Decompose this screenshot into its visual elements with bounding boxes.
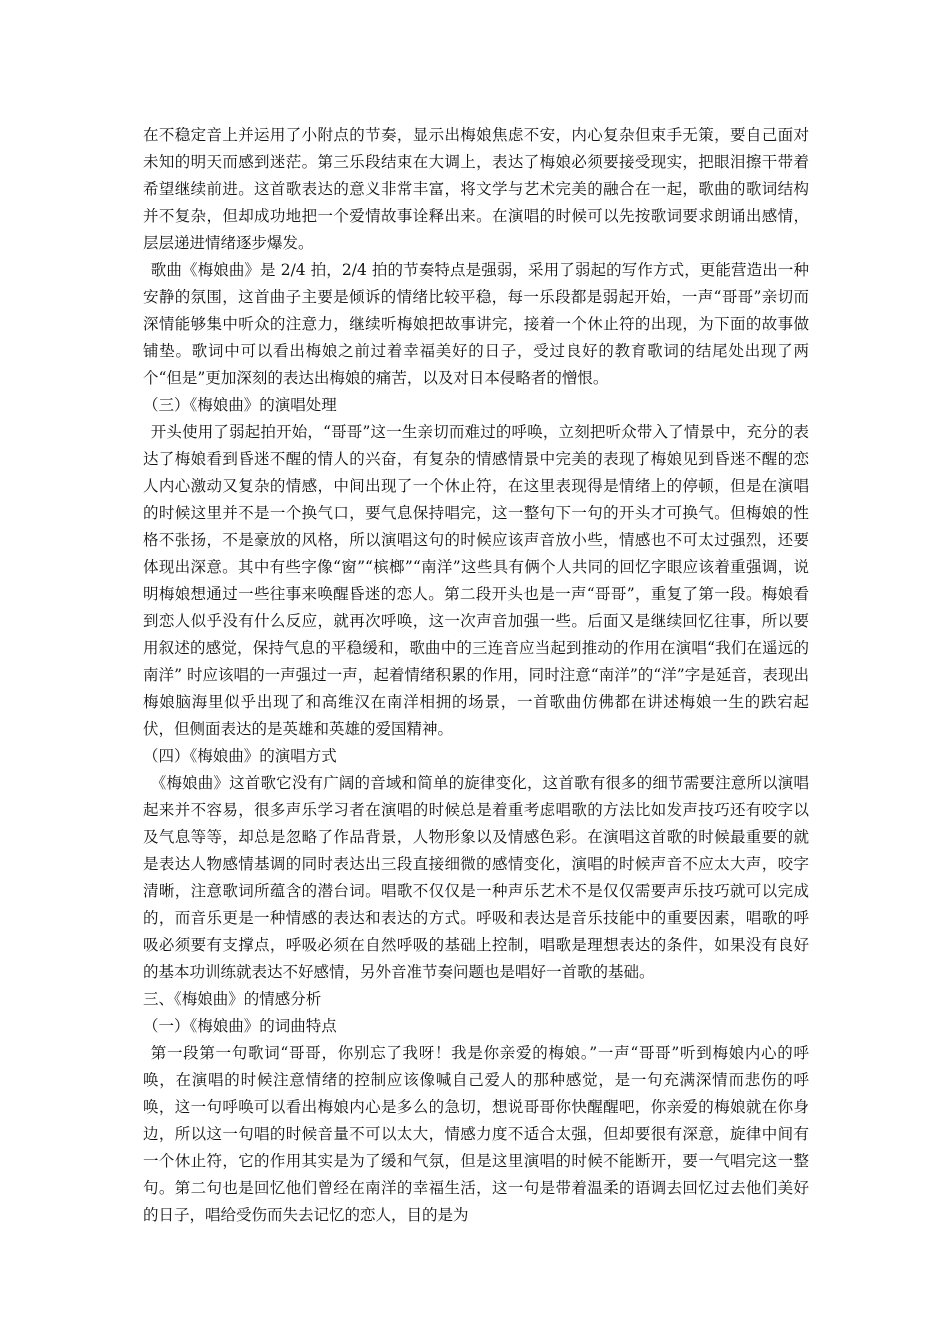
paragraph-5: 第一段第一句歌词“哥哥，你别忘了我呀！我是你亲爱的梅娘。”一声“哥哥”听到梅娘内心的呼唤，在演唱的时候注意情绪的控制应该像喊自己爱人的那种感觉，是一句充满深情而悲伤的呼唤，这一句呼唤可以看出梅娘内心是多么的急切，想说哥哥你快醒醒吧，你亲爱的梅娘就在你身边，所以这一句唱的时候音量不可以太大，情感力度不适合太强，但却要很有深意，旋律中间有一个休止符，它的作用其实是为了缓和气氛，但是这里演唱的时候不能断开，要一气唱完这一整句。第二句也是回忆他们曾经在南洋的幸福生活，这一句是带着温柔的语调去回忆过去他们美好的日子，唱给受伤而失去记忆的恋人，目的是为 xyxy=(143,1044,809,1224)
section-heading-3-3: （三）《梅娘曲》的演唱处理 xyxy=(143,396,337,414)
section-heading-3-1: （一）《梅娘曲》的词曲特点 xyxy=(143,1017,337,1035)
section-heading-3-4: （四）《梅娘曲》的演唱方式 xyxy=(143,747,337,765)
paragraph-1: 在不稳定音上并运用了小附点的节奏，显示出梅娘焦虑不安，内心复杂但束手无策，要自己面对未知的明天而感到迷茫。第三乐段结束在大调上，表达了梅娘必须要接受现实，把眼泪擦干带着希望继续前进。这首歌表达的意义非常丰富，将文学与艺术完美的融合在一起，歌曲的歌词结构并不复杂，但却成功地把一个爱情故事诠释出来。在演唱的时候可以先按歌词要求朗诵出感情，层层递进情绪逐步爆发。 xyxy=(143,126,809,252)
paragraph-4: 《梅娘曲》这首歌它没有广阔的音域和简单的旋律变化，这首歌有很多的细节需要注意所以演唱起来并不容易，很多声乐学习者在演唱的时候总是着重考虑唱歌的方法比如发声技巧还有咬字以及气息等等，却总是忽略了作品背景，人物形象以及情感色彩。在演唱这首歌的时候最重要的就是表达人物感情基调的同时表达出三段直接细微的感情变化，演唱的时候声音不应太大声，咬字清晰，注意歌词所蕴含的潜台词。唱歌不仅仅是一种声乐艺术不是仅仅需要声乐技巧就可以完成的，而音乐更是一种情感的表达和表达的方式。呼吸和表达是音乐技能中的重要因素，唱歌的呼吸必须要有支撑点，呼吸必须在自然呼吸的基础上控制，唱歌是理想表达的条件，如果没有良好的基本功训练就表达不好感情，另外音准节奏问题也是唱好一首歌的基础。 xyxy=(143,774,809,981)
paragraph-2: 歌曲《梅娘曲》是 2/4 拍，2/4 拍的节奏特点是强弱，采用了弱起的写作方式，更能营造出一种安静的氛围，这首曲子主要是倾诉的情绪比较平稳，每一乐段都是弱起开始，一声“哥哥”亲切而深情能够集中听众的注意力，继续听梅娘把故事讲完，接着一个休止符的出现，为下面的故事做铺垫。歌词中可以看出梅娘之前过着幸福美好的日子，受过良好的教育歌词的结尾处出现了两个“但是”更加深刻的表达出梅娘的痛苦，以及对日本侵略者的憎恨。 xyxy=(143,261,809,387)
document-body xyxy=(143,122,809,1229)
paragraph-3: 开头使用了弱起拍开始，“哥哥”这一生亲切而难过的呼唤，立刻把听众带入了情景中，充分的表达了梅娘看到昏迷不醒的情人的兴奋，有复杂的情感情景中完美的表现了梅娘见到昏迷不醒的恋人内心激动又复杂的情感，中间出现了一个休止符，在这里表现得是情绪上的停顿，但是在演唱的时候这里并不是一个换气口，要气息保持唱完，这一整句下一句的开头才可换气。但梅娘的性格不张扬，不是豪放的风格，所以演唱这句的时候应该声音放小些，情感也不可太过强烈，还要体现出深意。其中有些字像“窗”“槟榔”“南洋”这些具有俩个人共同的回忆字眼应该着重强调，说明梅娘想通过一些往事来唤醒昏迷的恋人。第二段开头也是一声“哥哥”，重复了第一段。梅娘看到恋人似乎没有什么反应，就再次呼唤，这一次声音加强一些。后面又是继续回忆往事，所以要用叙述的感觉，保持气息的平稳缓和，歌曲中的三连音应当起到推动的作用在演唱“我们在遥远的南洋” 时应该唱的一声强过一声，起着情绪积累的作用，同时注意“南洋”的“洋”字是延音，表现出梅娘脑海里似乎出现了和高维汉在南洋相拥的场景，一首歌曲仿佛都在讲述梅娘一生的跌宕起伏，但侧面表达的是英雄和英雄的爱国精神。 xyxy=(143,423,809,738)
chapter-heading-3: 三、《梅娘曲》的情感分析 xyxy=(143,990,322,1008)
